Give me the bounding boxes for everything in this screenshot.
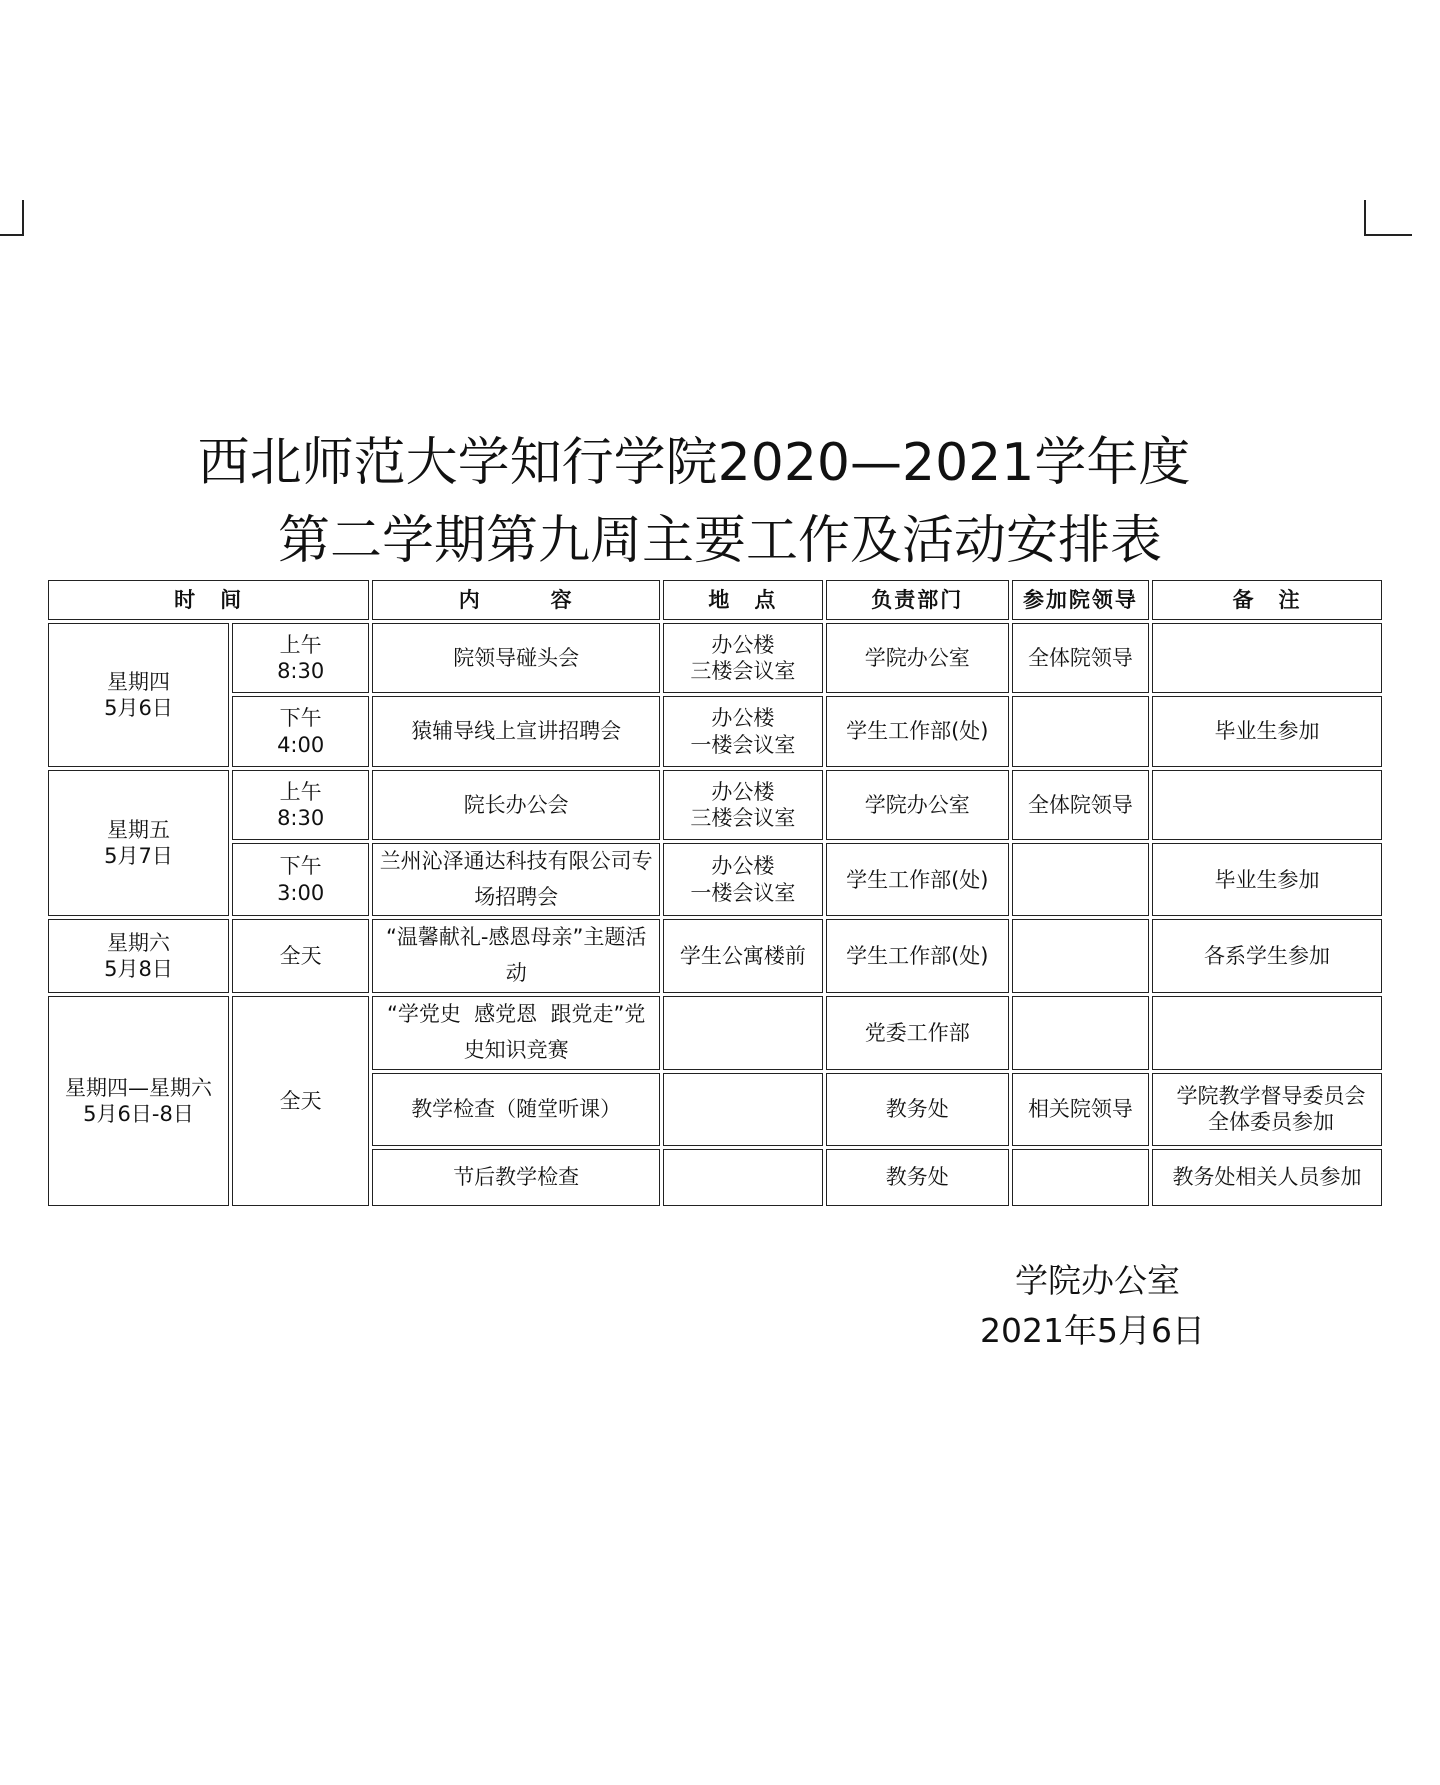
day-cell	[48, 919, 229, 992]
header-notes: 备 注	[1152, 580, 1382, 620]
time-cell	[232, 696, 369, 767]
department-cell: 教务处	[826, 1149, 1009, 1206]
place-cell	[663, 696, 823, 767]
schedule-table	[45, 577, 1385, 1209]
table-row	[48, 696, 1382, 767]
department-cell: 党委工作部	[826, 996, 1009, 1070]
time-clock: 8:30	[277, 659, 325, 683]
content-cell: 院领导碰头会	[372, 623, 660, 693]
department-cell: 教务处	[826, 1073, 1009, 1146]
table-row	[48, 623, 1382, 693]
time-clock: 3:00	[277, 880, 325, 905]
place-cell	[663, 843, 823, 916]
notes-cell: 各系学生参加	[1152, 919, 1382, 992]
leaders-cell	[1012, 919, 1149, 992]
time-clock: 8:30	[277, 806, 325, 830]
table-row	[48, 843, 1382, 916]
content-cell: 节后教学检查	[372, 1149, 660, 1206]
time-period: 上午	[279, 632, 322, 657]
place-cell	[663, 770, 823, 840]
day-cell	[48, 623, 229, 767]
signature-office: 学院办公室	[1015, 1261, 1180, 1300]
table-row	[48, 996, 1382, 1070]
place-cell	[663, 623, 823, 693]
content-cell: “学党史 感党恩 跟党走”党史知识竞赛	[372, 996, 660, 1070]
page-title-line2: 第二学期第九周主要工作及活动安排表	[277, 511, 1162, 571]
notes-cell	[1152, 770, 1382, 840]
leaders-cell: 全体院领导	[1012, 623, 1149, 693]
content-cell: 猿辅导线上宣讲招聘会	[372, 696, 660, 767]
time-cell	[232, 770, 369, 840]
day-label: 星期四—星期六	[65, 1075, 212, 1100]
time-clock: 4:00	[277, 732, 325, 757]
notes-cell	[1152, 996, 1382, 1070]
place-building: 办公楼	[711, 706, 775, 731]
place-room: 一楼会议室	[690, 880, 796, 905]
day-label: 星期六	[107, 930, 170, 955]
day-label: 星期五	[107, 817, 170, 842]
leaders-cell	[1012, 696, 1149, 767]
page-title-line1: 西北师范大学知行学院2020—2021学年度	[197, 433, 1191, 493]
department-cell: 学院办公室	[826, 623, 1009, 693]
place-cell: 学生公寓楼前	[663, 919, 823, 992]
place-building: 办公楼	[711, 779, 775, 804]
time-cell	[232, 623, 369, 693]
notes-cell	[1152, 623, 1382, 693]
header-place: 地 点	[663, 580, 823, 620]
time-period: 下午	[279, 854, 322, 879]
table-row	[48, 919, 1382, 992]
notes-line1: 学院教学督导委员会	[1176, 1084, 1366, 1108]
notes-line2: 全体委员参加	[1208, 1110, 1335, 1135]
header-time: 时 间	[48, 580, 369, 620]
place-room: 一楼会议室	[690, 732, 796, 757]
date-label: 5月8日	[104, 957, 173, 982]
department-cell: 学院办公室	[826, 770, 1009, 840]
content-cell: 兰州沁泽通达科技有限公司专场招聘会	[372, 843, 660, 916]
place-cell	[663, 996, 823, 1070]
notes-cell	[1152, 1073, 1382, 1146]
place-cell	[663, 1149, 823, 1206]
time-cell: 全天	[232, 919, 369, 992]
time-period: 上午	[279, 779, 322, 804]
day-label: 星期四	[107, 669, 170, 694]
day-cell	[48, 770, 229, 916]
time-cell: 全天	[232, 996, 369, 1206]
leaders-cell	[1012, 843, 1149, 916]
time-period: 下午	[279, 706, 322, 731]
crop-mark-left	[0, 200, 24, 236]
place-cell	[663, 1073, 823, 1146]
leaders-cell	[1012, 996, 1149, 1070]
date-label: 5月7日	[104, 844, 173, 869]
department-cell: 学生工作部(处)	[826, 919, 1009, 992]
place-room: 三楼会议室	[690, 659, 796, 683]
content-cell: “温馨献礼-感恩母亲”主题活动	[372, 919, 660, 992]
signature-date: 2021年5月6日	[980, 1311, 1205, 1350]
crop-mark-right	[1364, 200, 1412, 236]
day-cell	[48, 996, 229, 1206]
table-header-row	[48, 580, 1382, 620]
time-cell	[232, 843, 369, 916]
header-department: 负责部门	[826, 580, 1009, 620]
notes-cell: 毕业生参加	[1152, 696, 1382, 767]
date-label: 5月6日-8日	[83, 1101, 194, 1126]
place-building: 办公楼	[711, 632, 775, 657]
content-cell: 教学检查（随堂听课）	[372, 1073, 660, 1146]
place-building: 办公楼	[711, 854, 775, 879]
table-row	[48, 770, 1382, 840]
department-cell: 学生工作部(处)	[826, 843, 1009, 916]
department-cell: 学生工作部(处)	[826, 696, 1009, 767]
header-content: 内 容	[372, 580, 660, 620]
notes-cell: 毕业生参加	[1152, 843, 1382, 916]
notes-cell: 教务处相关人员参加	[1152, 1149, 1382, 1206]
leaders-cell: 全体院领导	[1012, 770, 1149, 840]
header-leaders: 参加院领导	[1012, 580, 1149, 620]
leaders-cell: 相关院领导	[1012, 1073, 1149, 1146]
content-cell: 院长办公会	[372, 770, 660, 840]
place-room: 三楼会议室	[690, 806, 796, 830]
leaders-cell	[1012, 1149, 1149, 1206]
date-label: 5月6日	[104, 696, 173, 720]
